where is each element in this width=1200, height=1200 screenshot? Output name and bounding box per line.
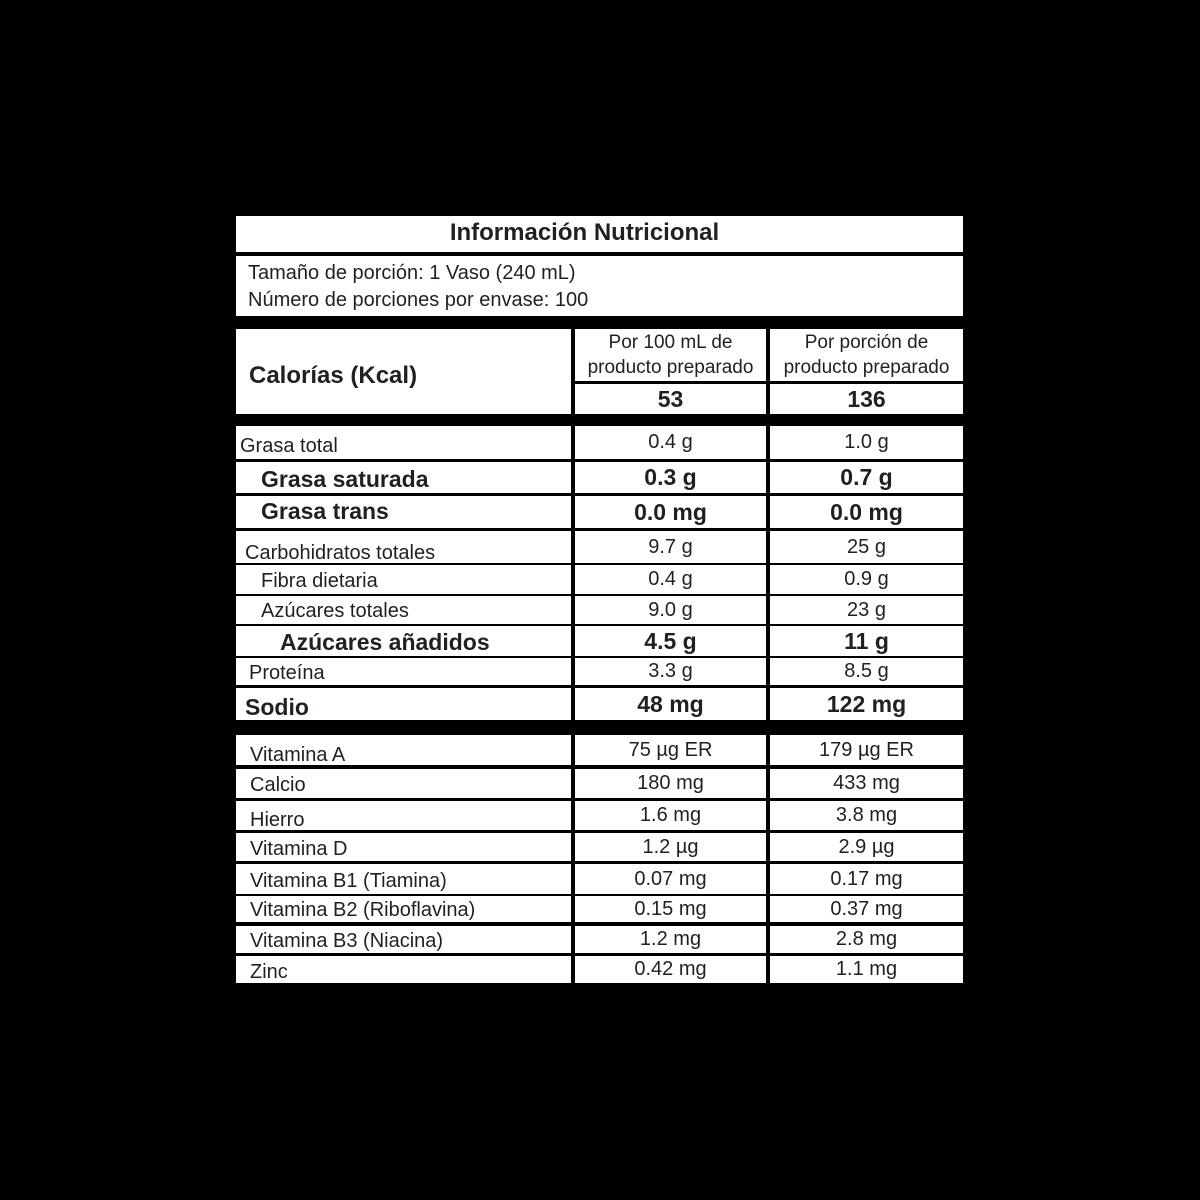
nutrient-label: Vitamina D <box>250 838 348 860</box>
nutrient-per-portion: 433 mg <box>770 769 963 798</box>
nutrient-label: Vitamina B2 (Riboflavina) <box>250 899 476 921</box>
nutrient-label: Grasa saturada <box>261 466 429 492</box>
nutrient-label: Vitamina B1 (Tiamina) <box>250 870 447 892</box>
nutrient-per-portion: 0.37 mg <box>770 896 963 922</box>
nutrient-label-cell <box>236 801 571 830</box>
col1-header-line1: Por 100 mL de <box>608 332 733 353</box>
calories-label-cell <box>236 329 571 414</box>
serving-info-box <box>236 256 963 316</box>
calories-label: Calorías (Kcal) <box>249 362 418 389</box>
nutrient-per-100ml: 0.4 g <box>575 565 766 594</box>
nutrient-per-portion: 0.0 mg <box>770 496 963 528</box>
nutrient-label-cell <box>236 658 571 685</box>
nutrient-per-100ml: 9.7 g <box>575 531 766 563</box>
nutrient-label-cell <box>236 735 571 765</box>
nutrient-label: Azúcares totales <box>261 600 409 622</box>
nutrient-label: Proteína <box>249 662 325 684</box>
calories-per-portion: 136 <box>770 384 963 414</box>
nutrient-per-portion: 0.17 mg <box>770 864 963 894</box>
nutrient-label: Vitamina B3 (Niacina) <box>250 930 444 952</box>
nutrient-label: Hierro <box>250 809 305 830</box>
nutrient-label: Grasa trans <box>261 498 389 524</box>
nutrient-per-100ml: 180 mg <box>575 769 766 798</box>
nutrient-label: Grasa total <box>240 435 338 457</box>
calories-per-100ml: 53 <box>575 384 766 414</box>
nutrient-per-100ml: 0.0 mg <box>575 496 766 528</box>
col2-header-line1: Por porción de <box>804 332 929 353</box>
nutrient-label-cell <box>236 864 571 894</box>
nutrient-per-100ml: 1.6 mg <box>575 801 766 830</box>
nutrient-per-100ml: 75 µg ER <box>575 735 766 765</box>
nutrient-label: Vitamina A <box>250 744 346 765</box>
nutrient-per-100ml: 48 mg <box>575 688 766 720</box>
nutrient-per-portion: 122 mg <box>770 688 963 720</box>
col2-header-line2: producto preparado <box>783 357 950 378</box>
nutrient-label-cell <box>236 926 571 953</box>
nutrient-label: Azúcares añadidos <box>280 629 490 655</box>
col-header-per-100ml <box>575 329 766 381</box>
nutrient-label: Zinc <box>250 961 288 983</box>
nutrient-label-cell <box>236 531 571 563</box>
nutrient-label-cell <box>236 565 571 594</box>
nutrient-per-100ml: 0.07 mg <box>575 864 766 894</box>
nutrient-label-cell <box>236 896 571 922</box>
nutrient-per-100ml: 0.42 mg <box>575 956 766 983</box>
nutrient-per-portion: 179 µg ER <box>770 735 963 765</box>
nutrient-label-cell <box>236 426 571 459</box>
col-header-per-portion <box>770 329 963 381</box>
nutrient-per-portion: 2.8 mg <box>770 926 963 953</box>
nutrient-label-cell <box>236 462 571 493</box>
nutrient-per-100ml: 3.3 g <box>575 658 766 685</box>
nutrient-per-100ml: 0.15 mg <box>575 896 766 922</box>
nutrient-label-cell <box>236 833 571 861</box>
nutrient-per-100ml: 1.2 µg <box>575 833 766 861</box>
nutrient-per-portion: 3.8 mg <box>770 801 963 830</box>
nutrient-per-100ml: 1.2 mg <box>575 926 766 953</box>
nutrient-label: Sodio <box>245 694 309 720</box>
nutrient-label: Carbohidratos totales <box>245 542 436 563</box>
nutrient-label-cell <box>236 769 571 798</box>
nutrition-title-box <box>236 216 963 252</box>
nutrient-per-portion: 2.9 µg <box>770 833 963 861</box>
nutrient-per-portion: 23 g <box>770 596 963 624</box>
nutrient-label: Calcio <box>250 774 306 796</box>
nutrient-label-cell <box>236 596 571 624</box>
nutrient-label-cell <box>236 626 571 656</box>
nutrient-per-100ml: 9.0 g <box>575 596 766 624</box>
nutrition-title: Información Nutricional <box>449 219 720 246</box>
nutrient-label-cell <box>236 688 571 720</box>
nutrient-per-portion: 1.1 mg <box>770 956 963 983</box>
nutrient-per-portion: 25 g <box>770 531 963 563</box>
nutrient-label-cell <box>236 956 571 983</box>
nutrient-per-portion: 0.7 g <box>770 462 963 493</box>
servings-per-container: Número de porciones por envase: 100 <box>248 289 589 311</box>
nutrient-per-portion: 0.9 g <box>770 565 963 594</box>
col1-header-line2: producto preparado <box>587 357 754 378</box>
serving-size: Tamaño de porción: 1 Vaso (240 mL) <box>248 262 576 284</box>
nutrient-label-cell <box>236 496 571 528</box>
nutrient-per-100ml: 4.5 g <box>575 626 766 656</box>
nutrient-per-portion: 8.5 g <box>770 658 963 685</box>
nutrient-label: Fibra dietaria <box>261 570 378 592</box>
nutrient-per-100ml: 0.4 g <box>575 426 766 459</box>
nutrient-per-100ml: 0.3 g <box>575 462 766 493</box>
nutrient-per-portion: 11 g <box>770 626 963 656</box>
nutrient-per-portion: 1.0 g <box>770 426 963 459</box>
